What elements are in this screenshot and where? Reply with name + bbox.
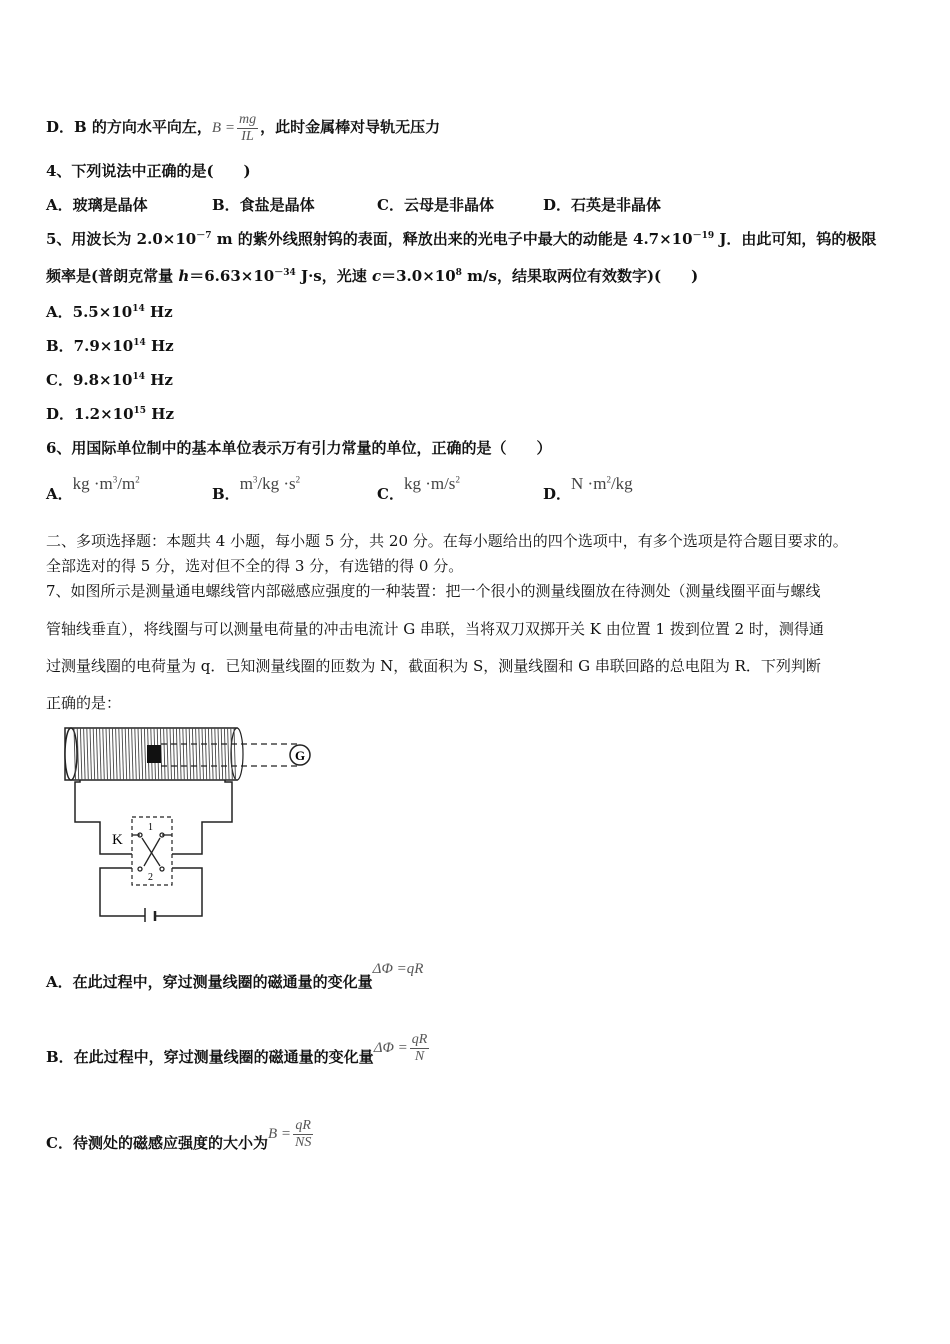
coil-winding xyxy=(189,728,191,780)
q5-option-a: A．$5.5\times 10^{14}$ Hz xyxy=(46,303,173,321)
coil-winding xyxy=(180,728,182,780)
coil-winding xyxy=(196,728,198,780)
coil-winding xyxy=(192,728,194,780)
q5-stem-line2: 频率是(普朗克常量 $h=6.63\times 10^{-34}$ J·s，光速 $c=3.0\times 10^8$ m/s，结果取两位有效数字)( ) xyxy=(46,267,699,285)
battery xyxy=(145,908,155,922)
q7-stem-line2: 管轴线垂直），将线圈与可以测量电荷量的冲击电流计 G 串联，当将双刀双掷开关 K 由位置 1 拨到位置 2 时，测得通 xyxy=(46,620,824,638)
q3-option-d-formula: B = $\frac{mg}{IL}$ xyxy=(211,112,257,144)
coil-winding xyxy=(132,728,134,780)
coil-winding xyxy=(112,728,114,780)
coil-winding xyxy=(212,728,214,780)
coil-winding xyxy=(100,728,102,780)
coil-winding xyxy=(84,728,86,780)
section2-line1: 二、多项选择题：本题共 4 小题，每小题 5 分，共 20 分。在每小题给出的四个选项中，有多个选项是符合题目要求的。 xyxy=(46,532,848,550)
q4-option-d: D．石英是非晶体 xyxy=(543,196,662,214)
coil-winding xyxy=(96,728,98,780)
coil-winding xyxy=(199,728,201,780)
q7-option-c: C．待测处的磁感应强度的大小为B = $\frac{qR}{NS}$ xyxy=(46,1118,312,1152)
coil-winding xyxy=(103,728,105,780)
coil-winding xyxy=(106,728,108,780)
coil-winding xyxy=(208,728,210,780)
q7-stem-line3: 过测量线圈的电荷量为 q．已知测量线圈的匝数为 N，截面积为 S，测量线圈和 G 串联回路的总电阻为 R．下列判断 xyxy=(46,657,821,675)
coil-winding xyxy=(170,728,172,780)
q3-option-d-label: D．B 的方向水平向左， xyxy=(46,117,212,136)
coil-winding xyxy=(125,728,127,780)
double-throw-switch xyxy=(132,833,172,871)
coil-winding xyxy=(164,728,166,780)
galvanometer-label: G xyxy=(294,748,306,763)
coil-winding xyxy=(228,728,230,780)
coil-winding xyxy=(80,728,82,780)
switch-label: K xyxy=(112,832,123,848)
q6-option-c: C．kg $\cdot m/s^2$ xyxy=(377,474,460,503)
q5-stem-line1: 5、用波长为 $2.0\times 10^{-7}$ m 的紫外线照射钨的表面，释放出来的光电子中最大的动能是 $4.7\times 10^{-19}$ J．由此可知，钨的极限 xyxy=(46,230,877,248)
circuit-wires xyxy=(75,780,232,916)
q7-stem-line4: 正确的是： xyxy=(46,694,122,712)
position-1-label: 1 xyxy=(148,822,153,833)
coil-winding xyxy=(186,728,188,780)
q4-option-b: B．食盐是晶体 xyxy=(212,196,315,214)
coil-winding xyxy=(218,728,220,780)
q7-option-b: B．在此过程中，穿过测量线圈的磁通量的变化量ΔΦ = $\frac{qR}{N}$ xyxy=(46,1032,428,1066)
coil-winding xyxy=(173,728,175,780)
coil-winding xyxy=(116,728,118,780)
coil-winding xyxy=(176,728,178,780)
coil-winding xyxy=(90,728,92,780)
q4-stem: 4、下列说法中正确的是( ) xyxy=(46,162,251,180)
solenoid-circuit-diagram xyxy=(60,722,320,922)
q7-stem-line1: 7、如图所示是测量通电螺线管内部磁感应强度的一种装置：把一个很小的测量线圈放在待测处（测量线圈平面与螺线 xyxy=(46,582,821,600)
coil-winding xyxy=(128,728,130,780)
coil-winding xyxy=(167,728,169,780)
coil-winding xyxy=(93,728,95,780)
q5-option-d: D．$1.2\times 10^{15}$ Hz xyxy=(46,405,174,423)
coil-winding xyxy=(202,728,204,780)
coil-winding xyxy=(138,728,140,780)
measuring-coil xyxy=(147,745,161,763)
coil-winding xyxy=(205,728,207,780)
q6-option-d: D．$N \cdot m^2/kg$ xyxy=(543,474,633,503)
coil-winding xyxy=(141,728,143,780)
coil-winding xyxy=(87,728,89,780)
q5-option-b: B．$7.9\times 10^{14}$ Hz xyxy=(46,337,174,355)
coil-winding xyxy=(135,728,137,780)
q6-option-a: A．kg $\cdot m^3/m^2$ xyxy=(46,474,140,503)
coil-winding xyxy=(144,728,146,780)
q3-option-d xyxy=(46,112,440,145)
q3-option-d-tail: ，此时金属棒对导轨无压力 xyxy=(260,117,441,136)
coil-winding xyxy=(183,728,185,780)
q5-option-c: C．$9.8\times 10^{14}$ Hz xyxy=(46,371,173,389)
coil-winding xyxy=(221,728,223,780)
coil-winding xyxy=(119,728,121,780)
q6-option-b: B．$m^3/kg \cdot s^2$ xyxy=(212,474,301,503)
coil-winding xyxy=(122,728,124,780)
q4-option-c: C．云母是非晶体 xyxy=(377,196,494,214)
section2-line2: 全部选对的得 5 分，选对但不全的得 3 分，有选错的得 0 分。 xyxy=(46,557,464,575)
coil-winding xyxy=(215,728,217,780)
q6-stem: 6、用国际单位制中的基本单位表示万有引力常量的单位，正确的是（ ） xyxy=(46,439,552,457)
coil-winding xyxy=(109,728,111,780)
q7-option-a: A．在此过程中，穿过测量线圈的磁通量的变化量ΔΦ =qR xyxy=(46,961,424,991)
coil-winding xyxy=(224,728,226,780)
position-2-label: 2 xyxy=(148,872,153,883)
q4-option-a: A．玻璃是晶体 xyxy=(46,196,148,214)
